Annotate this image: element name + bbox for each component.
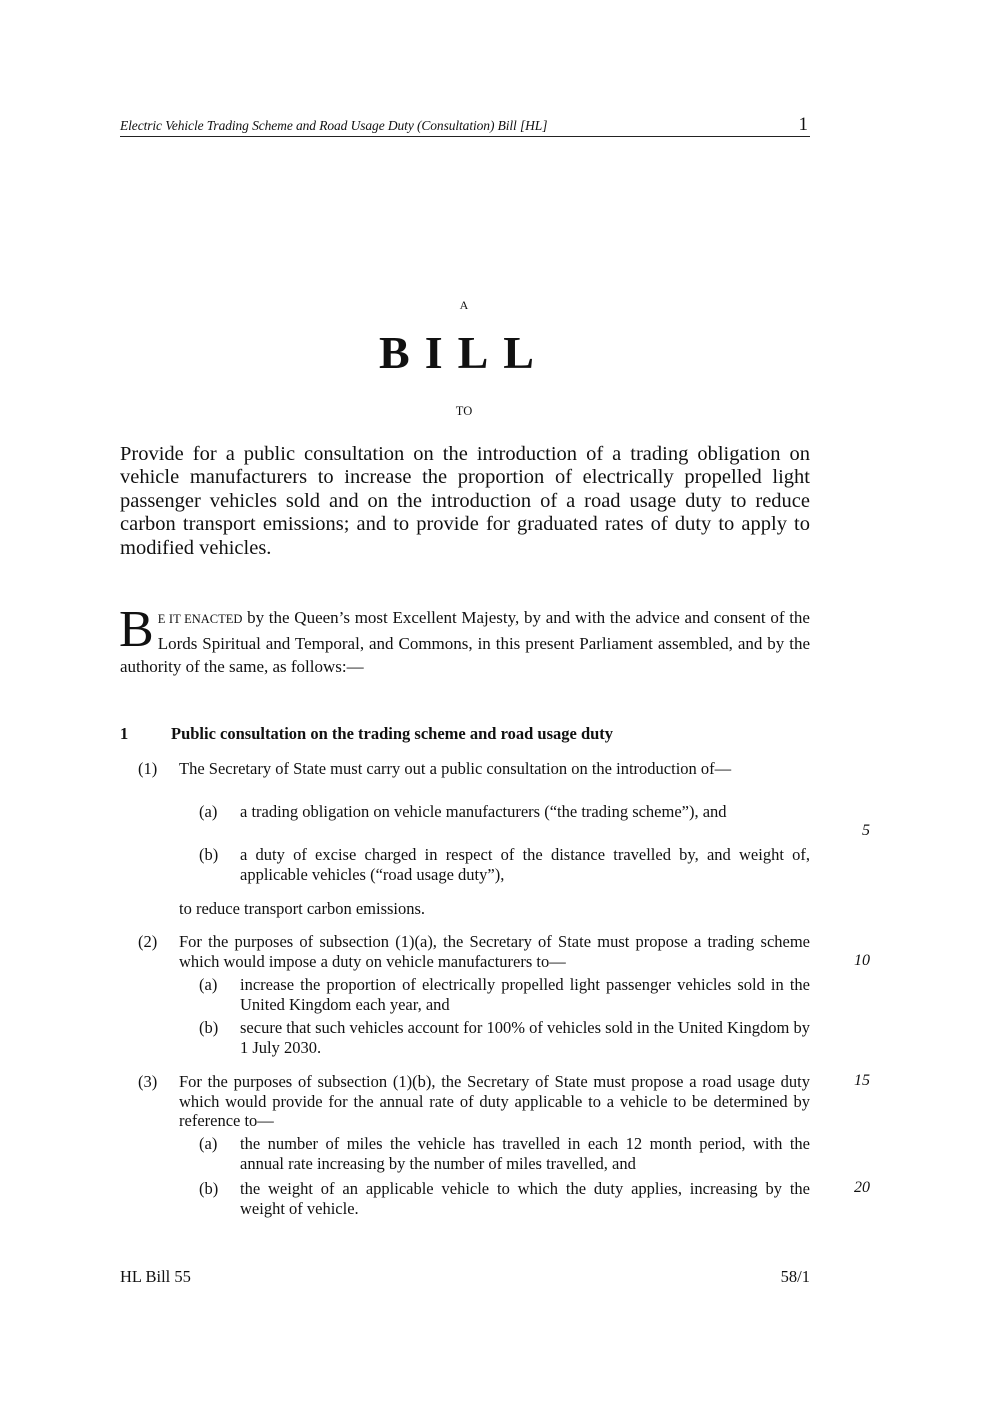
running-title: Electric Vehicle Trading Scheme and Road Usage Duty (Consultation) Bill [HL] <box>120 118 548 133</box>
subsection-3-text: For the purposes of subsection (1)(b), the Secretary of State must propose a road usage duty which would provide for the annual rate of duty applicable to a vehicle to be determined by reference to— <box>179 1072 810 1130</box>
footer-print-reference: 58/1 <box>780 1267 810 1286</box>
enacting-formula <box>119 601 810 679</box>
drop-cap: B <box>119 601 154 658</box>
subsection-2-text: For the purposes of subsection (1)(a), the Secretary of State must propose a trading scheme which would impose a duty on vehicle manufacturers to— <box>179 932 810 971</box>
line-number-10: 10 <box>854 952 870 969</box>
paragraph-1b-text: a duty of excise charged in respect of the distance travelled by, and weight of, applicable vehicles (“road usage duty”), <box>240 845 810 884</box>
enacting-small-caps: E IT ENACTED <box>157 612 243 626</box>
paragraph-2b-number: (b) <box>199 1018 219 1037</box>
page-number: 1 <box>798 114 808 135</box>
line-number-15: 15 <box>854 1072 870 1089</box>
section-heading: Public consultation on the trading scheme and road usage duty <box>171 724 614 743</box>
paragraph-3b-number: (b) <box>199 1179 219 1198</box>
subsection-1-number: (1) <box>138 759 158 778</box>
paragraph-2b-text: secure that such vehicles account for 100% of vehicles sold in the United Kingdom by 1 July 2030. <box>240 1018 811 1057</box>
paragraph-3a-number: (a) <box>199 1134 218 1153</box>
paragraph-3a-text: the number of miles the vehicle has travelled in each 12 month period, with the annual rate increasing by the number of miles travelled, and <box>240 1134 810 1173</box>
line-number-20: 20 <box>854 1179 870 1196</box>
paragraph-2a-text: increase the proportion of electrically propelled light passenger vehicles sold in the United Kingdom each year, and <box>240 975 810 1014</box>
paragraph-1a-text: a trading obligation on vehicle manufacturers (“the trading scheme”), and <box>240 802 727 821</box>
paragraph-1b-number: (b) <box>199 845 219 864</box>
title-to: TO <box>455 404 473 418</box>
paragraph-2a-number: (a) <box>199 975 218 994</box>
subsection-3-number: (3) <box>138 1072 158 1091</box>
title-a: A <box>459 298 469 312</box>
subsection-2-number: (2) <box>138 932 158 951</box>
bill-heading: BILL <box>379 327 549 378</box>
paragraph-1a-number: (a) <box>199 802 218 821</box>
long-title: Provide for a public consultation on the introduction of a trading obligation on vehicle manufacturers to increase the proportion of electrically propelled light passenger vehicles sold and on the introduction of a road usage duty to reduce carbon transport emissions; and to provide for graduated rates of duty to apply to modified vehicles. <box>120 443 810 559</box>
line-number-5: 5 <box>862 822 870 839</box>
section-number: 1 <box>120 724 129 743</box>
footer-bill-reference: HL Bill 55 <box>120 1267 191 1286</box>
subsection-1-closing: to reduce transport carbon emissions. <box>179 899 426 918</box>
running-header <box>120 114 810 137</box>
enacting-text: by the Queen’s most Excellent Majesty, by and with the advice and consent of the Lords Spiritual and Temporal, and Commons, in this present Parliament assembled, and by the authority of the same, as follows:— <box>120 608 810 677</box>
subsection-1-text: The Secretary of State must carry out a public consultation on the introduction of— <box>179 759 732 778</box>
paragraph-3b-text: the weight of an applicable vehicle to which the duty applies, increasing by the weight of vehicle. <box>240 1179 810 1218</box>
